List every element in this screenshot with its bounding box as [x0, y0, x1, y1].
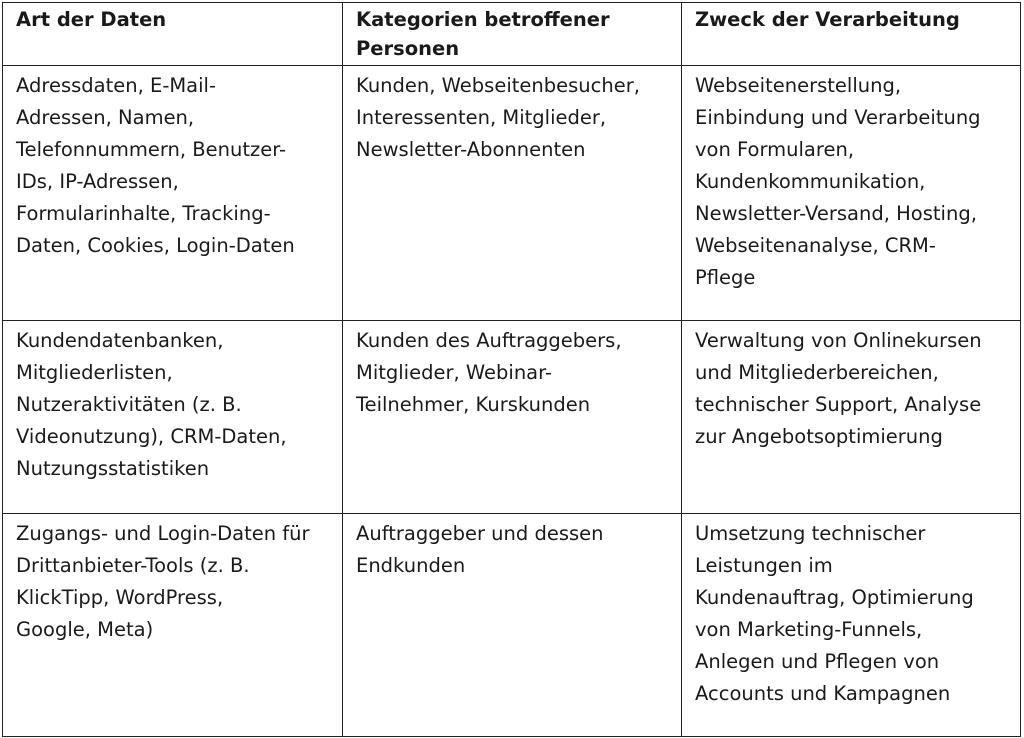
header-label: Art der Daten [16, 8, 167, 31]
table-cell [343, 514, 682, 737]
cell-text: Kunden des Auftraggebers, Mitglieder, Webinar- Teilnehmer, Kurskunden [356, 329, 622, 416]
cell-text: Verwaltung von Onlinekursen und Mitgliederbereichen, technischer Support, Analyse zur Angebotsoptimierung [695, 329, 982, 448]
table-header-row [3, 3, 1021, 66]
table-cell [3, 321, 343, 514]
header-label: Kategorien betroffener Personen [356, 8, 610, 60]
table-cell [682, 514, 1021, 737]
table-cell [343, 321, 682, 514]
table-cell [682, 66, 1021, 321]
table-row [3, 66, 1021, 321]
cell-text: Auftraggeber und dessen Endkunden [356, 522, 604, 577]
cell-text: Umsetzung technischer Leistungen im Kundenauftrag, Optimierung von Marketing-Funnels, Anlegen und Pflegen von Accounts und Kampagnen [695, 522, 974, 705]
header-label: Zweck der Verarbeitung [695, 8, 960, 31]
cell-text: Adressdaten, E-Mail- Adressen, Namen, Telefonnummern, Benutzer- IDs, IP-Adressen, Formularinhalte, Tracking- Daten, Cookies, Login-Daten [16, 74, 295, 257]
header-art-der-daten [3, 3, 343, 66]
header-kategorien [343, 3, 682, 66]
cell-text: Kundendatenbanken, Mitgliederlisten, Nutzeraktivitäten (z. B. Videonutzung), CRM-Daten, Nutzungsstatistiken [16, 329, 287, 480]
table-cell [343, 66, 682, 321]
cell-text: Zugangs- und Login-Daten für Drittanbieter-Tools (z. B. KlickTipp, WordPress, Google, Meta) [16, 522, 310, 641]
table-cell [3, 514, 343, 737]
table-cell [3, 66, 343, 321]
table-cell [682, 321, 1021, 514]
cell-text: Kunden, Webseitenbesucher, Interessenten, Mitglieder, Newsletter-Abonnenten [356, 74, 640, 161]
table-row [3, 321, 1021, 514]
header-zweck [682, 3, 1021, 66]
data-processing-table [2, 2, 1021, 737]
table-row [3, 514, 1021, 737]
cell-text: Webseitenerstellung, Einbindung und Verarbeitung von Formularen, Kundenkommunikation, Newsletter-Versand, Hosting, Webseitenanalyse, CRM- Pflege [695, 74, 981, 289]
